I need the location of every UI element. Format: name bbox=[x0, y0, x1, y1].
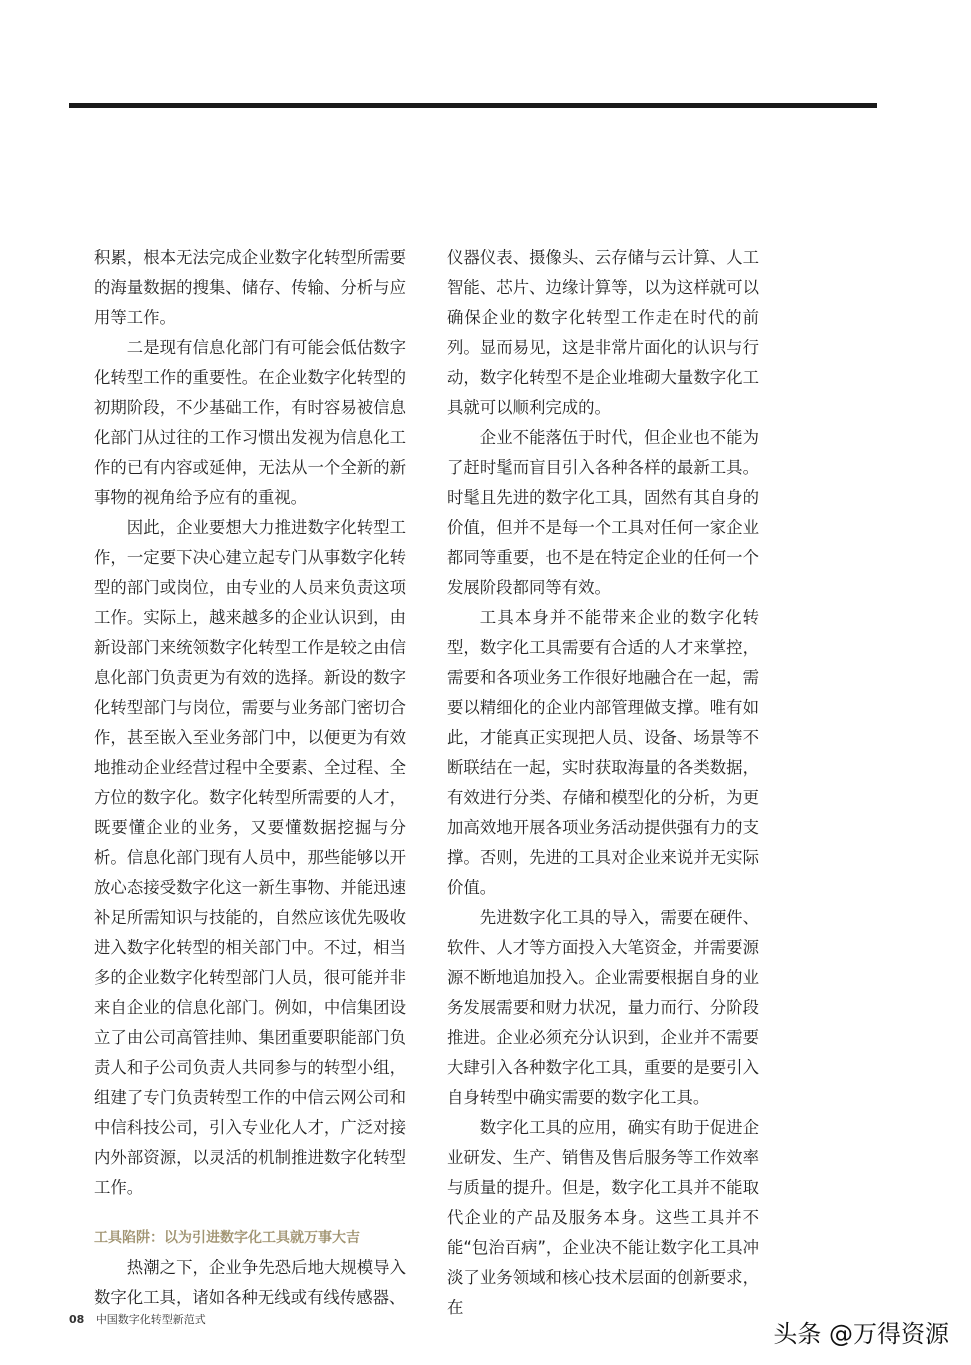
paragraph: 热潮之下，企业争先恐后地大规模导入数字化工具，诸如各种无线或有线传感器、 bbox=[94, 1258, 406, 1307]
top-rule bbox=[69, 103, 877, 108]
section-heading: 工具陷阱：以为引进数字化工具就万事大吉 bbox=[94, 1230, 360, 1246]
watermark: 头条 @万得资源 bbox=[773, 1320, 949, 1348]
left-column bbox=[94, 243, 406, 1313]
paragraph: 先进数字化工具的导入，需要在硬件、软件、人才等方面投入大笔资金，并需要源源不断地追加投入。企业需要根据自身的业务发展需要和财力状况，量力而行、分阶段推进。企业必须充分认识到，企业并不需要大肆引入各种数字化工具，重要的是要引入自身转型中确实需要的数字化工具。 bbox=[447, 908, 759, 1107]
page-number: 08 bbox=[69, 1313, 85, 1326]
paragraph: 仪器仪表、摄像头、云存储与云计算、人工智能、芯片、边缘计算等，以为这样就可以确保企业的数字化转型工作走在时代的前列。显而易见，这是非常片面化的认识与行动，数字化转型不是企业堆砌大量数字化工具就可以顺利完成的。 bbox=[447, 248, 759, 417]
page-footer bbox=[69, 1311, 206, 1327]
publication-title: 中国数字化转型新范式 bbox=[95, 1313, 206, 1326]
paragraph: 数字化工具的应用，确实有助于促进企业研发、生产、销售及售后服务等工作效率与质量的提升。但是，数字化工具并不能取代企业的产品及服务本身。这些工具并不能“包治百病”，企业决不能让数字化工具冲淡了业务领域和核心技术层面的创新要求，在 bbox=[447, 1118, 760, 1317]
right-column bbox=[447, 243, 759, 1323]
paragraph: 二是现有信息化部门有可能会低估数字化转型工作的重要性。在企业数字化转型的初期阶段，不少基础工作，有时容易被信息化部门从过往的工作习惯出发视为信息化工作的已有内容或延伸，无法从一个全新的新事物的视角给予应有的重视。 bbox=[94, 338, 406, 507]
paragraph: 因此，企业要想大力推进数字化转型工作，一定要下决心建立起专门从事数字化转型的部门或岗位，由专业的人员来负责这项工作。实际上，越来越多的企业认识到，由新设部门来统领数字化转型工作是较之由信息化部门负责更为有效的选择。新设的数字化转型部门与岗位，需要与业务部门密切合作，甚至嵌入至业务部门中，以便更为有效地推动企业经营过程中全要素、全过程、全方位的数字化。数字化转型所需要的人才，既要懂企业的业务，又要懂数据挖掘与分析。信息化部门现有人员中，那些能够以开放心态接受数字化这一新生事物、并能迅速补足所需知识与技能的，自然应该优先吸收进入数字化转型的相关部门中。不过，相当多的企业数字化转型部门人员，很可能并非来自企业的信息化部门。例如，中信集团设立了由公司高管挂帅、集团重要职能部门负责人和子公司负责人共同参与的转型小组，组建了专门负责转型工作的中信云网公司和中信科技公司，引入专业化人才，广泛对接内外部资源，以灵活的机制推进数字化转型工作。 bbox=[94, 518, 406, 1197]
paragraph: 积累，根本无法完成企业数字化转型所需要的海量数据的搜集、储存、传输、分析与应用等工作。 bbox=[94, 248, 406, 327]
paragraph: 企业不能落伍于时代，但企业也不能为了赶时髦而盲目引入各种各样的最新工具。时髦且先进的数字化工具，固然有其自身的价值，但并不是每一个工具对任何一家企业都同等重要，也不是在特定企业的任何一个发展阶段都同等有效。 bbox=[447, 428, 759, 597]
paragraph: 工具本身并不能带来企业的数字化转型，数字化工具需要有合适的人才来掌控，需要和各项业务工作很好地融合在一起，需要以精细化的企业内部管理做支撑。唯有如此，才能真正实现把人员、设备、场景等不断联结在一起，实时获取海量的各类数据，有效进行分类、存储和模型化的分析，为更加高效地开展各项业务活动提供强有力的支撑。否则，先进的工具对企业来说并无实际价值。 bbox=[447, 608, 759, 897]
